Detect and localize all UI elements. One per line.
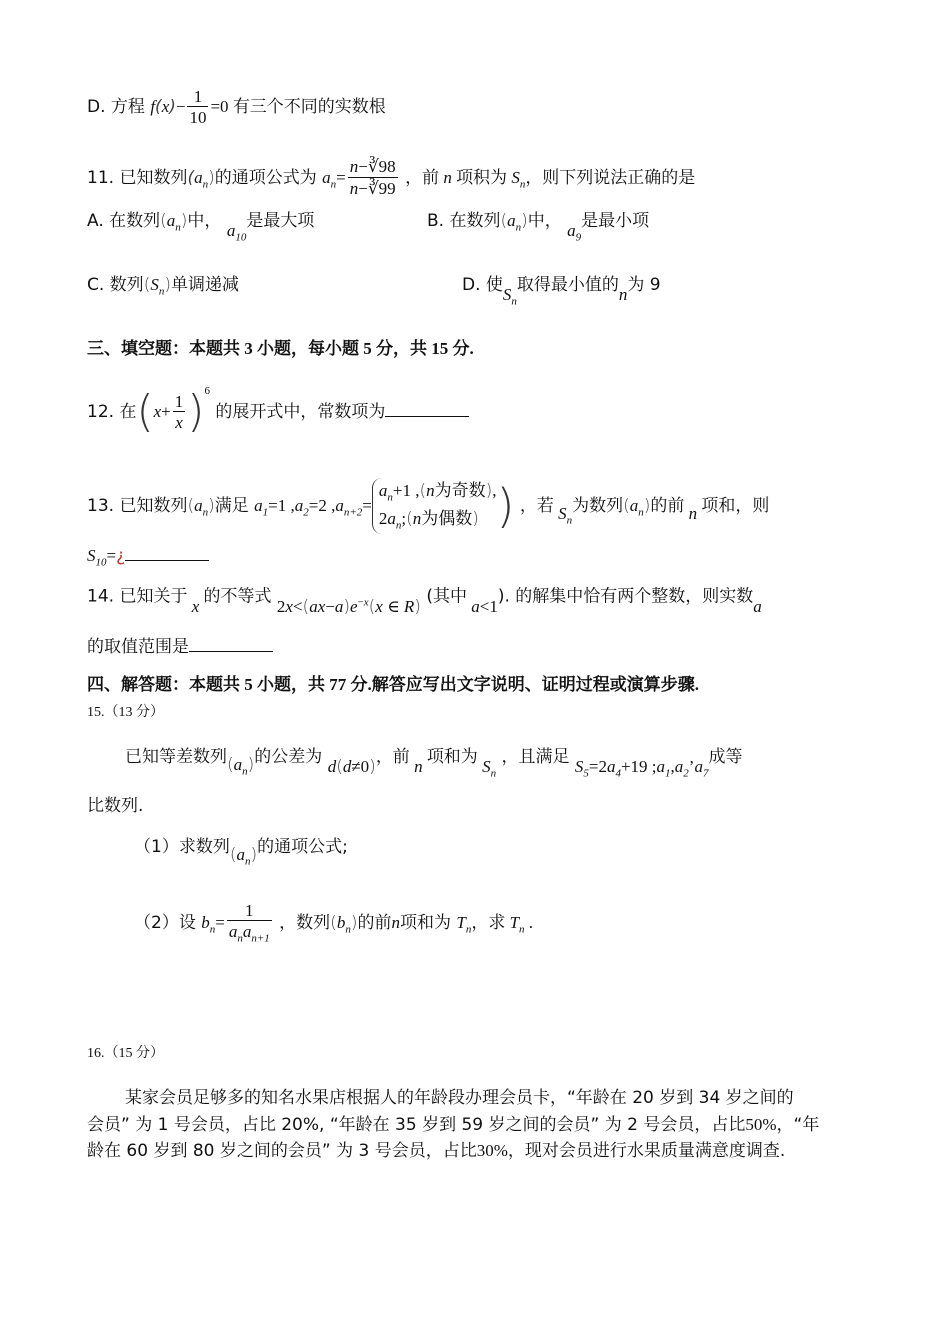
- q11-stem: 11. 已知数列$(a_n)$的通项公式为 $a_n=$ $\frac{n-∛98}{n-∛99}$ ，前 n 项积为 $S_n$，则下列说法正确的是: [87, 157, 696, 198]
- q15-stem-b: 的公差为: [254, 747, 323, 767]
- q15-stem-a: 已知等差数列: [125, 747, 227, 767]
- q11-option-d-suffix: 为 9: [627, 275, 661, 295]
- q16-line2-pct: 50%: [745, 1115, 777, 1134]
- q12: 12. 在(x+ $\frac{1}{x}$ )$^6$ 的展开式中，常数项为: [87, 390, 469, 434]
- q13-s10-value: ¿: [116, 546, 126, 566]
- q15-header: 15.（13 分）: [87, 705, 164, 720]
- q14-mid3: ). 的解集中恰有两个整数，则实数: [497, 586, 754, 607]
- q15-part2: （2）设 $b_n=$ $\frac{1}{a_na_{n+1}}$ ，数列$(b_n)$的前n项和为 $T_n$，求 $T_n$ .: [134, 901, 534, 945]
- q16-line2-tail: ，“年: [776, 1115, 820, 1135]
- q16-line3-b: ，现对会员进行水果质量满意度调查.: [507, 1141, 786, 1161]
- q11-option-a: A. 在数列$(a_n)$中， $a_{10}$是最大项: [87, 211, 315, 244]
- q16-line2: [87, 1116, 819, 1134]
- q11-option-c: C. 数列$(S_n)$单调递减: [87, 275, 239, 298]
- q11-option-c-suffix: 单调递减: [170, 275, 239, 295]
- q15-stem-e: ，且满足: [501, 747, 570, 767]
- fraction-1-x: $\frac{1}{x}$: [174, 392, 184, 432]
- q10-option-d-prefix: D. 方程: [87, 97, 145, 117]
- q10-option-d-suffix: 有三个不同的实数根: [232, 97, 386, 117]
- q16-line3-a: 龄在 60 岁到 80 岁之间的会员” 为 3 号会员，占比: [87, 1141, 477, 1161]
- math-fx: f(x): [150, 97, 176, 117]
- q15-part1-b: 的通项公式;: [257, 837, 348, 857]
- fraction-1-10: $\frac{1}{10}$: [189, 87, 207, 127]
- q15-stem-d: 项和为: [426, 747, 478, 767]
- q11-stem-b: 的通项公式为: [214, 168, 317, 188]
- q13-case-odd: 为奇数: [434, 481, 486, 501]
- q15-part2-d: 项和为: [399, 913, 451, 934]
- q13: 13. 已知数列$(a_n)$满足 $a_1=1$ $,a_2=2$ $,a_{n+2}=a_n+1$ ,(n为奇数), $2a_n;(n$为偶数) ) ，若 $S_n$为数列$(a_n)$的前 n 项和，则: [87, 478, 770, 533]
- q12-suffix: 的展开式中，常数项为: [215, 402, 386, 422]
- q13-answer-blank[interactable]: [125, 546, 209, 561]
- q10-option-d: D. 方程 f(x)− $\frac{1}{10}$ =0 有三个不同的实数根: [87, 87, 386, 127]
- q11-option-c-prefix: C. 数列: [87, 275, 144, 295]
- q15-part1-a: （1）求数列: [134, 837, 230, 857]
- fraction-bn: $\frac{1}{a_na_{n+1}}$: [228, 901, 270, 945]
- q13-mid5: 项和，则: [701, 495, 770, 516]
- q11-option-b-suffix: 是最小项: [581, 211, 650, 231]
- q14-line2-text: 的取值范围是: [87, 637, 189, 657]
- section4-heading: 四、解答题：本题共 5 小题，共 77 分.解答应写出文字说明、证明过程或演算步骤.: [87, 675, 699, 694]
- q13-mid3: 为数列: [572, 495, 624, 516]
- q15-part2-a: （2）设: [134, 913, 196, 934]
- q13-prefix: 13. 已知数列: [87, 495, 188, 516]
- q11-option-a-suffix: 是最大项: [246, 211, 315, 231]
- q11-stem-d: 项积为: [456, 168, 508, 188]
- q14-prefix: 14. 已知关于: [87, 586, 188, 607]
- q11-stem-c: ，前: [405, 168, 440, 188]
- q14-mid2: (其中: [426, 586, 467, 607]
- q15-part2-e: ，求: [471, 913, 506, 934]
- q14-line2: [87, 637, 273, 656]
- q13-mid2: ，若: [519, 495, 554, 516]
- q11-stem-e: ，则下列说法正确的是: [525, 168, 696, 188]
- q14-mid1: 的不等式: [203, 586, 272, 607]
- q13-line2: $S_{10}=¿$: [87, 546, 209, 568]
- q15-stem-c: ，前: [375, 747, 410, 767]
- q16-line1: 某家会员足够多的知名水果店根据人的年龄段办理会员卡，“年龄在 20 岁到 34 岁之间的: [125, 1088, 794, 1108]
- q11-option-d-prefix: D. 使: [462, 275, 503, 295]
- q14-answer-blank[interactable]: [189, 637, 273, 652]
- q16-header: 16.（15 分）: [87, 1046, 164, 1061]
- q12-prefix: 12. 在: [87, 402, 137, 422]
- section3-heading: 三、填空题：本题共 3 小题，每小题 5 分，共 15 分.: [87, 339, 474, 358]
- q15-stem-line2: 比数列.: [87, 796, 144, 816]
- q12-answer-blank[interactable]: [385, 402, 469, 417]
- q11-option-a-mid: 中，: [187, 211, 222, 231]
- q13-piecewise: $a_n+1$ ,(n为奇数), $2a_n;(n$为偶数): [372, 478, 497, 534]
- q13-mid4: 的前: [650, 495, 685, 516]
- q15-part1: （1）求数列$(a_n)$的通项公式;: [134, 837, 348, 868]
- q15-stem: 已知等差数列$(a_n)$的公差为 d(d≠0)，前 n 项和为 $S_n$ ，且满足 $S_5=2a_4+19$ $;a_1,a_2’a_7$成等: [125, 747, 743, 780]
- q11-option-b: B. 在数列$(a_n)$中， $a_9$是最小项: [427, 211, 650, 244]
- q11-option-d-mid: 取得最小值的: [516, 275, 619, 295]
- q15-part2-b: ，数列: [279, 913, 331, 934]
- q11-stem-a: 11. 已知数列: [87, 168, 188, 188]
- q13-case-even: 为偶数: [421, 508, 473, 529]
- q15-part2-c: 的前: [357, 913, 392, 934]
- q11-option-d: D. 使$S_n$取得最小值的n为 9: [462, 275, 661, 308]
- q11-general-term-fraction: $\frac{n-∛98}{n-∛99}$: [349, 157, 396, 198]
- q16-line3: [87, 1142, 785, 1160]
- q16-line2-text: 会员” 为 1 号会员，占比 20%, “年龄在 35 岁到 59 岁之间的会员” 为 2 号会员，占比: [87, 1115, 746, 1135]
- q14: 14. 已知关于 x 的不等式 $2x<(ax-a)e^{-x}(x$ ∈ R) (其中 a<1). 的解集中恰有两个整数，则实数a: [87, 586, 762, 617]
- q11-option-b-mid: 中，: [527, 211, 562, 231]
- q13-mid1: 满足: [214, 495, 249, 516]
- q11-option-a-prefix: A. 在数列: [87, 211, 161, 231]
- q16-line3-pct: 30%: [476, 1141, 508, 1160]
- q15-stem-f: 成等: [708, 747, 743, 767]
- q11-option-b-prefix: B. 在数列: [427, 211, 501, 231]
